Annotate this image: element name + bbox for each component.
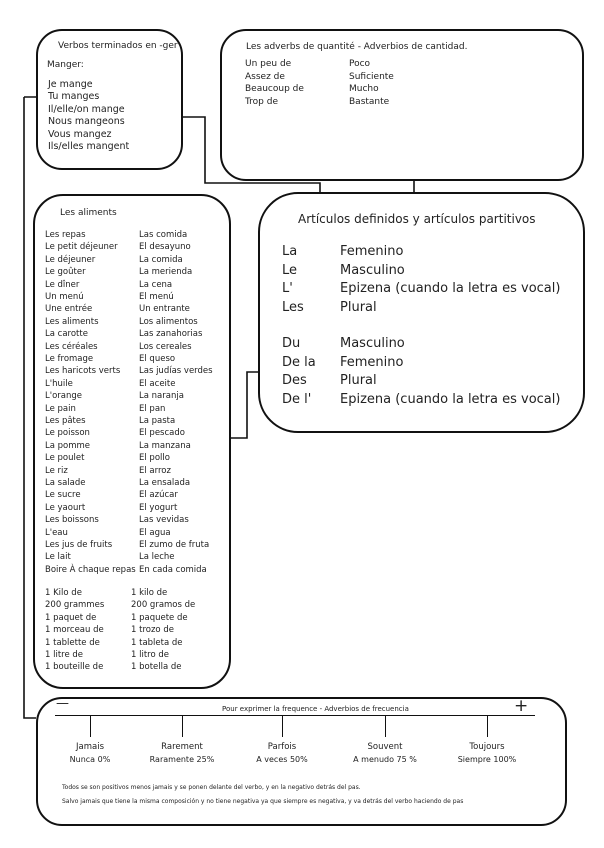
food-es: La merienda (139, 267, 193, 278)
article-definite: Les (282, 299, 304, 315)
adverb-fr: Trop de (245, 96, 279, 107)
food-es: La pasta (139, 416, 176, 426)
food-fr: Une entrée (45, 304, 93, 315)
food-fr: Le riz (45, 465, 68, 476)
food-fr: Les pâtes (45, 416, 86, 426)
food-fr: Le poulet (45, 453, 85, 464)
article-partitive-desc: Femenino (340, 354, 404, 370)
frequency-fr: Parfois (267, 742, 297, 752)
adverb-fr: Un peu de (245, 59, 292, 69)
article-partitive-desc: Masculino (340, 336, 405, 351)
food-es: Los cereales (139, 341, 192, 352)
food-es: La cena (139, 279, 173, 290)
food-fr: Le sucre (45, 490, 81, 501)
frequency-scale-line (55, 715, 535, 716)
food-fr: Les boissons (45, 515, 99, 526)
article-definite: Le (282, 262, 298, 278)
frequency-tick (487, 715, 488, 737)
food-title: Les aliments (60, 208, 117, 218)
quantity-es: 1 tableta de (131, 637, 183, 648)
food-es: Los alimentos (139, 316, 198, 327)
adverb-es: Mucho (349, 84, 379, 94)
article-partitive: Des (282, 373, 307, 388)
food-es: La naranja (139, 391, 184, 402)
food-es: El pan (139, 403, 166, 414)
frequency-tick (182, 715, 183, 737)
adverb-fr: Beaucoup de (245, 84, 304, 94)
food-fr: Le dîner (45, 279, 80, 290)
frequency-tick (90, 715, 91, 737)
verbs-title: Verbos terminados en -ger (58, 41, 178, 51)
food-es: El agua (139, 527, 171, 538)
food-fr: La salade (45, 478, 86, 488)
food-es: Las vevidas (139, 515, 189, 526)
food-fr: Le goûter (45, 267, 86, 278)
article-partitive: De la (282, 354, 316, 370)
adverb-fr: Assez de (245, 71, 285, 82)
verb-conjugation: Nous mangeons (48, 116, 125, 128)
verb-conjugation: Tu manges (48, 91, 100, 103)
frequency-tick (282, 715, 283, 737)
frequency-fr: Jamais (76, 742, 104, 752)
food-fr: Les aliments (45, 316, 99, 327)
frequency-es: Raramente 25% (149, 755, 215, 764)
food-fr: Les céréales (45, 341, 98, 352)
food-fr: Les repas (45, 230, 86, 240)
food-fr: L'orange (45, 391, 82, 402)
article-definite-desc: Femenino (340, 244, 404, 259)
frequency-fr: Rarement (161, 742, 203, 752)
minus-sign: — (56, 696, 69, 711)
food-fr: Le pain (45, 403, 76, 414)
article-definite-desc: Plural (340, 299, 377, 315)
food-es: Las zanahorias (139, 329, 203, 340)
connector-food-to-articles (230, 372, 260, 438)
quantity-fr: 1 Kilo de (45, 588, 82, 598)
food-es: El pescado (139, 428, 185, 439)
food-es: El menú (139, 292, 174, 302)
food-es: El arroz (139, 465, 171, 476)
frequency-tick (385, 715, 386, 737)
article-partitive-desc: Plural (340, 373, 377, 388)
articles-title: Artículos definidos y artículos partitivos (298, 212, 536, 226)
food-fr: Le petit déjeuner (45, 242, 118, 253)
food-es: El aceite (139, 378, 176, 389)
food-es: La comida (139, 254, 183, 265)
frequency-es: Siempre 100% (457, 755, 517, 764)
adverbs-title: Les adverbs de quantité - Adverbios de cantidad. (246, 42, 468, 52)
frequency-es: Nunca 0% (69, 755, 111, 764)
food-fr: Le déjeuner (45, 254, 96, 265)
food-es: Un entrante (139, 304, 190, 315)
adverb-es: Suficiente (349, 71, 394, 82)
frequency-title: Pour exprimer la frequence - Adverbios de frecuencia (222, 705, 409, 713)
quantity-fr: 1 tablette de (45, 637, 100, 648)
plus-sign: + (514, 696, 529, 716)
article-definite: L' (282, 281, 293, 296)
food-fr: Le fromage (45, 354, 94, 364)
verbs-verb: Manger: (47, 60, 84, 70)
quantity-es: 1 kilo de (131, 588, 168, 598)
quantity-fr: 200 grammes (45, 600, 105, 611)
adverb-es: Bastante (349, 96, 390, 107)
article-partitive-desc: Epizena (cuando la letra es vocal) (340, 391, 561, 407)
food-es: El pollo (139, 453, 170, 464)
quantity-fr: 1 paquet de (45, 612, 97, 623)
quantity-fr: 1 morceau de (45, 625, 104, 636)
adverb-es: Poco (349, 59, 371, 69)
food-fr: L'eau (45, 527, 68, 538)
food-es: La leche (139, 552, 175, 563)
verb-conjugation: Vous mangez (48, 128, 112, 140)
food-fr: La pomme (45, 440, 91, 451)
food-fr: Boire À chaque repas (45, 564, 136, 575)
food-es: El zumo de fruta (139, 540, 210, 550)
quantity-es: 1 trozo de (131, 625, 174, 636)
verb-conjugation: Ils/elles mangent (48, 141, 130, 152)
quantity-fr: 1 litre de (45, 650, 84, 660)
quantity-es: 1 botella de (131, 662, 182, 673)
food-es: En cada comida (139, 564, 207, 575)
food-fr: Les jus de fruits (45, 540, 113, 550)
food-es: El azúcar (139, 490, 178, 501)
food-es: El desayuno (139, 242, 191, 253)
article-partitive: Du (282, 336, 301, 351)
food-fr: Les haricots verts (45, 366, 121, 377)
frequency-fr: Toujours (469, 742, 505, 752)
food-es: El yogurt (139, 502, 178, 513)
food-fr: Le poisson (45, 428, 90, 439)
food-fr: Le yaourt (45, 502, 86, 513)
article-partitive: De l' (282, 391, 312, 407)
quantity-fr: 1 bouteille de (45, 662, 104, 673)
food-es: El queso (139, 354, 176, 364)
verb-conjugation: Je mange (48, 79, 93, 90)
quantity-es: 200 gramos de (131, 600, 196, 611)
article-definite-desc: Masculino (340, 262, 405, 278)
food-es: La manzana (139, 440, 191, 451)
frequency-note-2: Salvo jamais que tiene la misma composición y no tiene negativa ya que siempre es negativa, y va detrás del verbo haciendo de pas (62, 798, 464, 805)
food-es: Las judías verdes (139, 366, 213, 377)
food-fr: La carotte (45, 329, 88, 340)
food-fr: L'huile (45, 378, 73, 389)
quantity-es: 1 paquete de (131, 612, 188, 623)
frequency-note-1: Todos se son positivos menos jamais y se ponen delante del verbo, y en la negativo detrás del pas. (62, 784, 361, 791)
food-es: La ensalada (139, 478, 191, 488)
article-definite-desc: Epizena (cuando la letra es vocal) (340, 281, 561, 296)
food-fr: Un menú (45, 292, 84, 302)
frequency-es: A menudo 75 % (353, 755, 417, 764)
frequency-fr: Souvent (367, 742, 403, 752)
verb-conjugation: Il/elle/on mange (48, 103, 125, 115)
food-es: Las comida (139, 230, 188, 240)
article-definite: La (282, 244, 298, 259)
food-fr: Le lait (45, 552, 71, 563)
frequency-es: A veces 50% (256, 755, 308, 764)
quantity-es: 1 litro de (131, 650, 170, 660)
